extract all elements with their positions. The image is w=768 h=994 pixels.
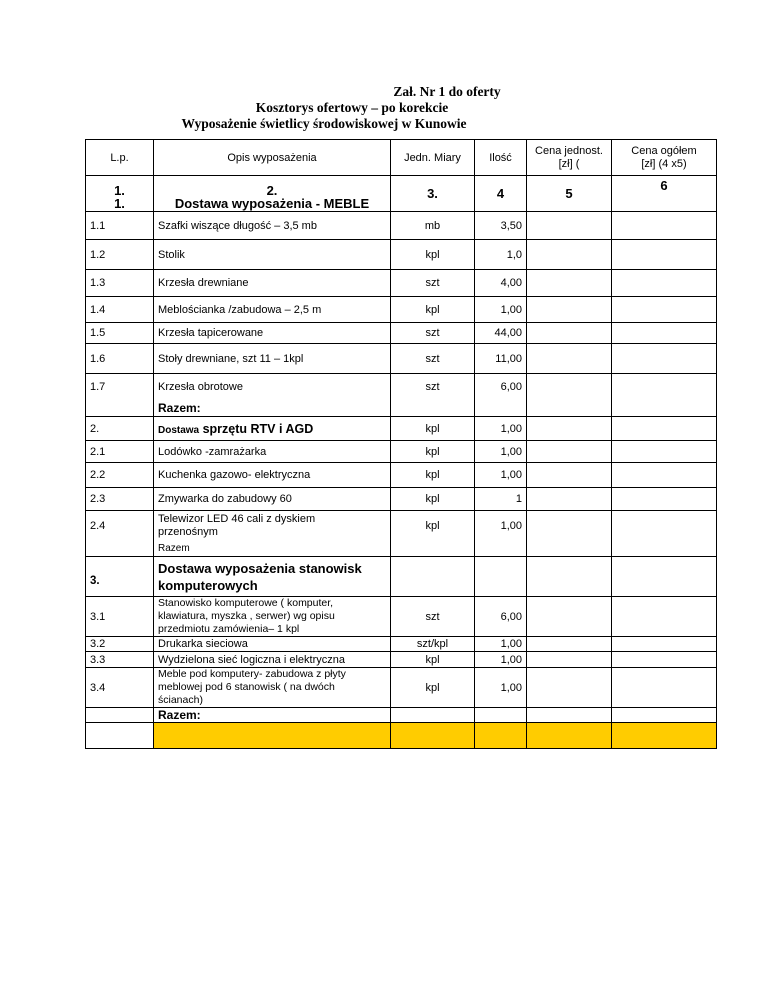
row-ilosc: 4,00 (475, 270, 527, 297)
table-row (86, 668, 717, 708)
row-jedn: szt (391, 374, 475, 401)
numbering-row (86, 176, 717, 212)
col-header-ilosc: Ilość (475, 140, 527, 176)
razem-label: Razem (154, 541, 391, 557)
row-lp: 2.3 (86, 488, 154, 511)
row-cena-jedn[interactable] (527, 270, 612, 297)
row-lp: 1.7 (86, 374, 154, 401)
row-jedn: kpl (391, 652, 475, 668)
row-jedn: kpl (391, 511, 475, 541)
section2-title: Dostawa sprzętu RTV i AGD (154, 417, 391, 441)
row-lp: 3.2 (86, 637, 154, 652)
row-lp: 3.4 (86, 668, 154, 708)
row-opis: Krzesła drewniane (154, 270, 391, 297)
total-cena-jedn (527, 723, 612, 749)
table-header-row (86, 140, 717, 176)
row-opis: Stoły drewniane, szt 11 – 1kpl (154, 344, 391, 374)
total-ilosc (475, 723, 527, 749)
row-cena-jedn[interactable] (527, 374, 612, 401)
row-cena-jedn[interactable] (527, 463, 612, 488)
row-opis: Lodówko -zamrażarka (154, 441, 391, 463)
row-opis: Krzesła obrotowe (154, 374, 391, 401)
row-jedn: kpl (391, 417, 475, 441)
row-cena-jedn[interactable] (527, 652, 612, 668)
row-ilosc: 6,00 (475, 374, 527, 401)
row-opis: Meblościanka /zabudowa – 2,5 m (154, 297, 391, 323)
row-opis: Szafki wiszące długość – 3,5 mb (154, 212, 391, 240)
doc-title: Kosztorys ofertowy – po korekcie (255, 100, 449, 115)
col-header-lp: L.p. (86, 140, 154, 176)
row-ilosc: 1,00 (475, 637, 527, 652)
row-jedn: szt (391, 270, 475, 297)
razem-label: Razem: (154, 708, 391, 723)
row-lp: 3.1 (86, 597, 154, 637)
doc-annex-title: Zał. Nr 1 do oferty (393, 84, 501, 99)
row-opis: Krzesła tapicerowane (154, 323, 391, 344)
num-lp: 1. 1. (86, 176, 154, 212)
row-ilosc: 1,00 (475, 417, 527, 441)
row-jedn: szt (391, 323, 475, 344)
row-cena-jedn[interactable] (527, 212, 612, 240)
row-ilosc: 1,00 (475, 297, 527, 323)
row-cena-ogol[interactable] (612, 240, 717, 270)
cost-table (85, 139, 716, 722)
section3-lp: 3. (86, 557, 154, 597)
table-row (86, 212, 717, 240)
total-row (86, 723, 717, 749)
row-opis: Meble pod komputery- zabudowa z płyty meblowej pod 6 stanowisk ( na dwóch ścianach) (154, 668, 391, 708)
total-lp (86, 723, 154, 749)
table-row (86, 297, 717, 323)
table-row (86, 270, 717, 297)
row-ilosc: 44,00 (475, 323, 527, 344)
row-jedn: kpl (391, 463, 475, 488)
row-jedn: kpl (391, 297, 475, 323)
razem-row (86, 708, 717, 723)
row-jedn: kpl (391, 240, 475, 270)
razem-value[interactable] (612, 401, 717, 417)
col-header-cena-jedn: Cena jednost. [zł] ( (527, 140, 612, 176)
row-cena-ogol[interactable] (612, 511, 717, 541)
row-jedn: szt (391, 597, 475, 637)
row-ilosc: 1,00 (475, 463, 527, 488)
table-row (86, 463, 717, 488)
row-jedn: kpl (391, 668, 475, 708)
row-ilosc: 1,0 (475, 240, 527, 270)
row-lp: 1.3 (86, 270, 154, 297)
razem-label: Razem: (154, 401, 391, 417)
total-jedn (391, 723, 475, 749)
razem-lp (86, 401, 154, 417)
row-opis: Stanowisko komputerowe ( komputer, klawiatura, myszka , serwer) wg opisu przedmiotu zamówienia– 1 kpl (154, 597, 391, 637)
row-cena-ogol[interactable] (612, 417, 717, 441)
row-cena-jedn[interactable] (527, 441, 612, 463)
row-ilosc: 11,00 (475, 344, 527, 374)
row-jedn: szt/kpl (391, 637, 475, 652)
row-jedn: szt (391, 344, 475, 374)
section3-title-row (86, 557, 717, 597)
row-ilosc: 1,00 (475, 668, 527, 708)
row-cena-ogol[interactable] (612, 344, 717, 374)
row-cena-jedn[interactable] (527, 297, 612, 323)
total-cena-ogol[interactable] (612, 723, 717, 749)
row-ilosc: 1,00 (475, 441, 527, 463)
table-row (86, 488, 717, 511)
row-cena-jedn[interactable] (527, 597, 612, 637)
num-opis: 2. Dostawa wyposażenia - MEBLE (154, 176, 391, 212)
table-row (86, 323, 717, 344)
table-row (86, 240, 717, 270)
row-cena-ogol[interactable] (612, 323, 717, 344)
table-row (86, 637, 717, 652)
row-cena-jedn[interactable] (527, 488, 612, 511)
section2-title-row (86, 417, 717, 441)
section2-lp: 2. (86, 417, 154, 441)
row-cena-ogol[interactable] (612, 463, 717, 488)
row-cena-ogol[interactable] (612, 212, 717, 240)
row-opis: Kuchenka gazowo- elektryczna (154, 463, 391, 488)
row-jedn: kpl (391, 488, 475, 511)
row-lp: 1.1 (86, 212, 154, 240)
row-cena-jedn[interactable] (527, 344, 612, 374)
row-opis: Wydzielona sieć logiczna i elektryczna (154, 652, 391, 668)
table-row (86, 652, 717, 668)
razem-row (86, 541, 717, 557)
row-lp: 1.5 (86, 323, 154, 344)
table-row (86, 374, 717, 401)
row-cena-ogol[interactable] (612, 637, 717, 652)
row-cena-jedn[interactable] (527, 323, 612, 344)
row-opis: Zmywarka do zabudowy 60 (154, 488, 391, 511)
num-ilosc: 4 (475, 176, 527, 212)
row-lp: 3.3 (86, 652, 154, 668)
num-cena-ogol: 6 (612, 176, 717, 212)
row-cena-ogol[interactable] (612, 488, 717, 511)
row-cena-jedn[interactable] (527, 668, 612, 708)
col-header-jedn: Jedn. Miary (391, 140, 475, 176)
row-ilosc: 1,00 (475, 511, 527, 541)
row-cena-jedn[interactable] (527, 417, 612, 441)
row-cena-ogol[interactable] (612, 597, 717, 637)
row-lp: 1.4 (86, 297, 154, 323)
row-opis: Telewizor LED 46 cali z dyskiem przenośnym (154, 511, 391, 541)
row-cena-ogol[interactable] (612, 668, 717, 708)
num-jedn: 3. (391, 176, 475, 212)
table-row (86, 441, 717, 463)
row-cena-ogol[interactable] (612, 441, 717, 463)
total-opis (154, 723, 391, 749)
row-cena-jedn[interactable] (527, 511, 612, 541)
row-cena-ogol[interactable] (612, 374, 717, 401)
row-cena-ogol[interactable] (612, 652, 717, 668)
razem-value[interactable] (612, 708, 717, 723)
row-jedn: mb (391, 212, 475, 240)
col-header-opis: Opis wyposażenia (154, 140, 391, 176)
row-lp: 2.2 (86, 463, 154, 488)
row-ilosc: 1 (475, 488, 527, 511)
row-opis: Drukarka sieciowa (154, 637, 391, 652)
row-lp: 1.2 (86, 240, 154, 270)
row-jedn: kpl (391, 441, 475, 463)
row-cena-jedn[interactable] (527, 240, 612, 270)
col-header-cena-ogol: Cena ogółem [zł] (4 x5) (612, 140, 717, 176)
row-ilosc: 1,00 (475, 652, 527, 668)
row-cena-ogol[interactable] (612, 270, 717, 297)
table-row (86, 344, 717, 374)
row-lp: 2.1 (86, 441, 154, 463)
section3-title: Dostawa wyposażenia stanowisk komputerowych (154, 557, 391, 597)
row-ilosc: 6,00 (475, 597, 527, 637)
table-row (86, 511, 717, 541)
row-lp: 1.6 (86, 344, 154, 374)
row-lp: 2.4 (86, 511, 154, 541)
doc-subtitle: Wyposażenie świetlicy środowiskowej w Kunowie (181, 116, 467, 131)
row-opis: Stolik (154, 240, 391, 270)
table-row (86, 597, 717, 637)
row-cena-ogol[interactable] (612, 297, 717, 323)
row-ilosc: 3,50 (475, 212, 527, 240)
razem-value[interactable] (612, 541, 717, 557)
num-cena-jedn: 5 (527, 176, 612, 212)
row-cena-jedn[interactable] (527, 637, 612, 652)
razem-row (86, 401, 717, 417)
